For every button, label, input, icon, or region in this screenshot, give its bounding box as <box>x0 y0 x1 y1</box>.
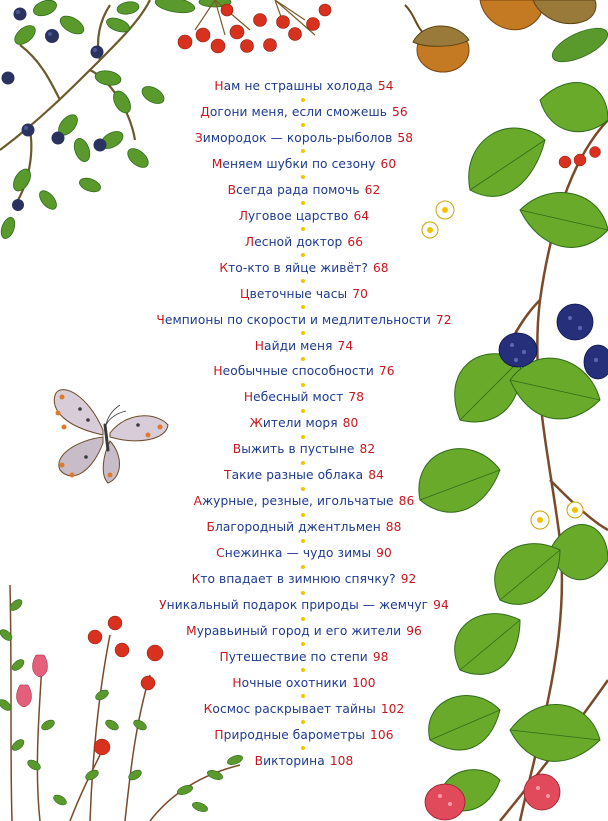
entry-page-number: 98 <box>372 649 389 664</box>
separator-dot <box>301 461 305 465</box>
entry-page-number: 84 <box>368 468 384 483</box>
entry-page-number: 92 <box>400 572 417 587</box>
entry-initial-letter: Н <box>214 79 224 93</box>
entry-title: ам не страшны холода <box>223 79 373 93</box>
entry-title: очные охотники <box>241 675 348 690</box>
entry-title: никальный подарок природы — жемчуг <box>166 598 429 612</box>
entry-page-number: 100 <box>352 675 376 690</box>
entry-initial-letter: Т <box>224 468 232 483</box>
separator-dot <box>301 565 305 569</box>
entry-page-number: 62 <box>364 182 381 197</box>
separator-dot <box>301 305 305 309</box>
entry-page-number: 64 <box>353 208 370 223</box>
blueberry-branch-illustration <box>0 0 180 250</box>
entry-initial-letter: Л <box>244 234 255 249</box>
separator-dot <box>301 694 305 698</box>
entry-initial-letter: З <box>194 130 203 145</box>
separator-dot <box>301 331 305 335</box>
entry-page-number: 54 <box>377 79 394 93</box>
entry-page-number: 82 <box>359 442 376 457</box>
separator-dot <box>301 149 305 153</box>
separator-dot <box>301 435 305 439</box>
separator-dot <box>301 279 305 283</box>
entry-initial-letter: М <box>211 156 223 171</box>
entry-title: ебесный мост <box>253 390 344 405</box>
entry-page-number: 56 <box>392 104 408 119</box>
entry-initial-letter: Н <box>213 364 223 379</box>
entry-page-number: 80 <box>342 416 359 431</box>
entry-page-number: 78 <box>348 390 365 405</box>
separator-dot <box>301 746 305 750</box>
entry-initial-letter: Ч <box>156 312 165 327</box>
entry-page-number: 60 <box>380 156 397 171</box>
separator-dot <box>301 175 305 179</box>
entry-page-number: 88 <box>385 520 402 535</box>
entry-initial-letter: П <box>214 727 224 742</box>
entry-title: уговое царство <box>248 208 349 223</box>
entry-page-number: 70 <box>352 286 368 301</box>
separator-dot <box>301 591 305 595</box>
separator-dot <box>301 357 305 361</box>
entry-page-number: 94 <box>433 598 449 612</box>
separator-dot <box>301 98 305 102</box>
entry-page-number: 66 <box>347 234 364 249</box>
blackberry-plant-illustration <box>400 80 608 821</box>
entry-title: айди меня <box>264 338 333 353</box>
entry-initial-letter: Д <box>200 104 210 119</box>
entry-initial-letter: К <box>219 260 229 275</box>
entry-title: сегда рада помочь <box>236 182 360 197</box>
entry-initial-letter: Н <box>254 338 265 353</box>
entry-title: риродные барометры <box>223 727 366 742</box>
entry-initial-letter: Ц <box>240 286 250 301</box>
rowan-berries-illustration <box>155 0 335 60</box>
entry-title: то-кто в яйце живёт? <box>228 260 368 275</box>
separator-dot <box>301 668 305 672</box>
entry-page-number: 90 <box>376 546 392 561</box>
entry-page-number: 76 <box>378 364 395 379</box>
separator-dot <box>301 409 305 413</box>
separator-dot <box>301 642 305 646</box>
entry-title: еобычные способности <box>222 364 374 379</box>
entry-title: ители моря <box>262 416 338 431</box>
entry-title: акие разные облака <box>231 468 364 483</box>
separator-dot <box>301 123 305 127</box>
lingonberry-plant-illustration <box>0 575 260 821</box>
entry-title: то впадает в зимнюю спячку? <box>200 572 396 587</box>
entry-title: нежинка — чудо зимы <box>224 546 372 561</box>
entry-page-number: 102 <box>380 701 405 716</box>
entry-initial-letter: С <box>216 546 225 561</box>
butterfly-illustration <box>48 385 170 485</box>
entry-initial-letter: А <box>193 494 203 509</box>
entry-initial-letter: М <box>186 623 197 638</box>
entry-title: ыжить в пустыне <box>241 442 355 457</box>
entry-initial-letter: Б <box>206 520 215 535</box>
separator-dot <box>301 227 305 231</box>
separator-dot <box>301 201 305 205</box>
entry-title: еняем шубки по сезону <box>222 156 376 171</box>
entry-title: журные, резные, игольчатые <box>202 494 394 509</box>
entry-title: веточные часы <box>249 286 348 301</box>
entry-initial-letter: К <box>203 701 213 716</box>
entry-page-number: 58 <box>397 130 414 145</box>
separator-dot <box>301 539 305 543</box>
entry-title: огони меня, если сможешь <box>209 104 388 119</box>
entry-initial-letter: Н <box>243 390 254 405</box>
entry-title: икторина <box>263 753 325 768</box>
entry-initial-letter: В <box>232 442 242 457</box>
entry-initial-letter: Н <box>232 675 242 690</box>
entry-initial-letter: В <box>227 182 237 197</box>
entry-title: есной доктор <box>254 234 343 249</box>
entry-initial-letter: К <box>191 572 201 587</box>
entry-initial-letter: Л <box>238 208 249 223</box>
separator-dot <box>301 487 305 491</box>
entry-page-number: 106 <box>370 727 394 742</box>
entry-title: имородок — король-рыболов <box>202 130 393 145</box>
entry-page-number: 96 <box>406 623 422 638</box>
separator-dot <box>301 253 305 257</box>
entry-title: осмос раскрывает тайны <box>212 701 376 716</box>
entry-title: емпионы по скорости и медлительности <box>164 312 431 327</box>
entry-page-number: 108 <box>329 753 354 768</box>
entry-initial-letter: П <box>219 649 229 664</box>
entry-initial-letter: В <box>254 753 264 768</box>
entry-page-number: 72 <box>435 312 452 327</box>
acorns-illustration <box>395 0 608 80</box>
entry-page-number: 86 <box>398 494 415 509</box>
entry-title: утешествие по степи <box>228 649 368 664</box>
entry-initial-letter: Ж <box>249 416 263 431</box>
entry-title: лагородный джентльмен <box>214 520 381 535</box>
separator-dot <box>301 720 305 724</box>
separator-dot <box>301 617 305 621</box>
entry-page-number: 68 <box>372 260 389 275</box>
entry-title: уравьиный город и его жители <box>196 623 402 638</box>
entry-page-number: 74 <box>337 338 354 353</box>
separator-dot <box>301 513 305 517</box>
entry-initial-letter: У <box>159 598 167 612</box>
separator-dot <box>301 383 305 387</box>
